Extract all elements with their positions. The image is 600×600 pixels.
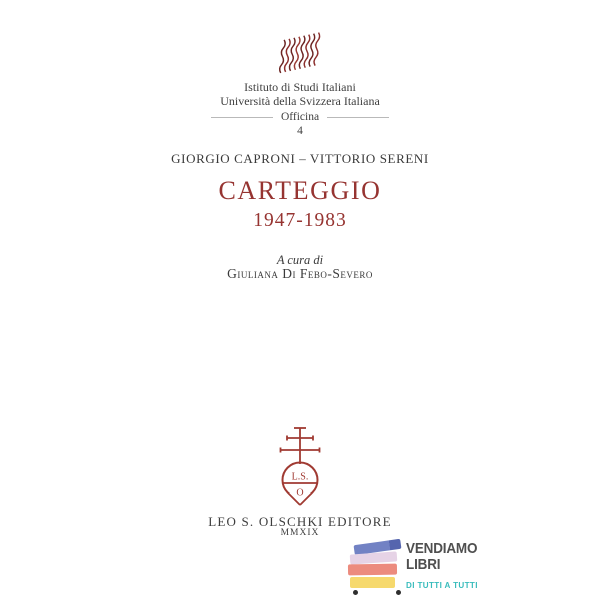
book-subtitle-years: 1947-1983 — [253, 210, 347, 231]
series-number: 4 — [297, 125, 303, 137]
watermark-line2: LIBRI — [406, 556, 441, 573]
series-row — [0, 111, 600, 123]
officina-rule-left — [211, 117, 273, 118]
university-name: Università della Svizzera Italiana — [220, 94, 380, 108]
cart-wheel-left — [353, 590, 358, 595]
officina-rule-right — [327, 117, 389, 118]
institute-name: Istituto di Studi Italiani — [244, 80, 356, 94]
book-lavender — [350, 551, 398, 564]
book-cart-icon — [346, 540, 404, 598]
monogram-o: O — [296, 487, 304, 499]
editor-intro: A cura di — [276, 253, 324, 267]
publisher-name: LEO S. OLSCHKI EDITORE — [208, 514, 392, 529]
editor-name: Giuliana Di Febo-Severo — [227, 266, 373, 281]
watermark-line1: VENDIAMO — [406, 540, 478, 557]
watermark-tagline: DI TUTTI A TUTTI — [406, 580, 478, 590]
publication-year: MMXIX — [280, 528, 320, 538]
book-title: CARTEGGIO — [218, 176, 382, 205]
book-salmon — [348, 564, 397, 576]
series-label: Officina — [280, 111, 320, 123]
book-yellow — [350, 577, 395, 588]
cart-wheel-right — [396, 590, 401, 595]
monogram-ls: L.S. — [291, 471, 309, 483]
vendiamo-libri-watermark — [346, 540, 531, 598]
olschki-lso-mark-icon — [278, 424, 322, 506]
authors-line: GIORGIO CAPRONI – VITTORIO SERENI — [171, 151, 429, 166]
usi-wavy-lines-logo — [272, 27, 328, 81]
